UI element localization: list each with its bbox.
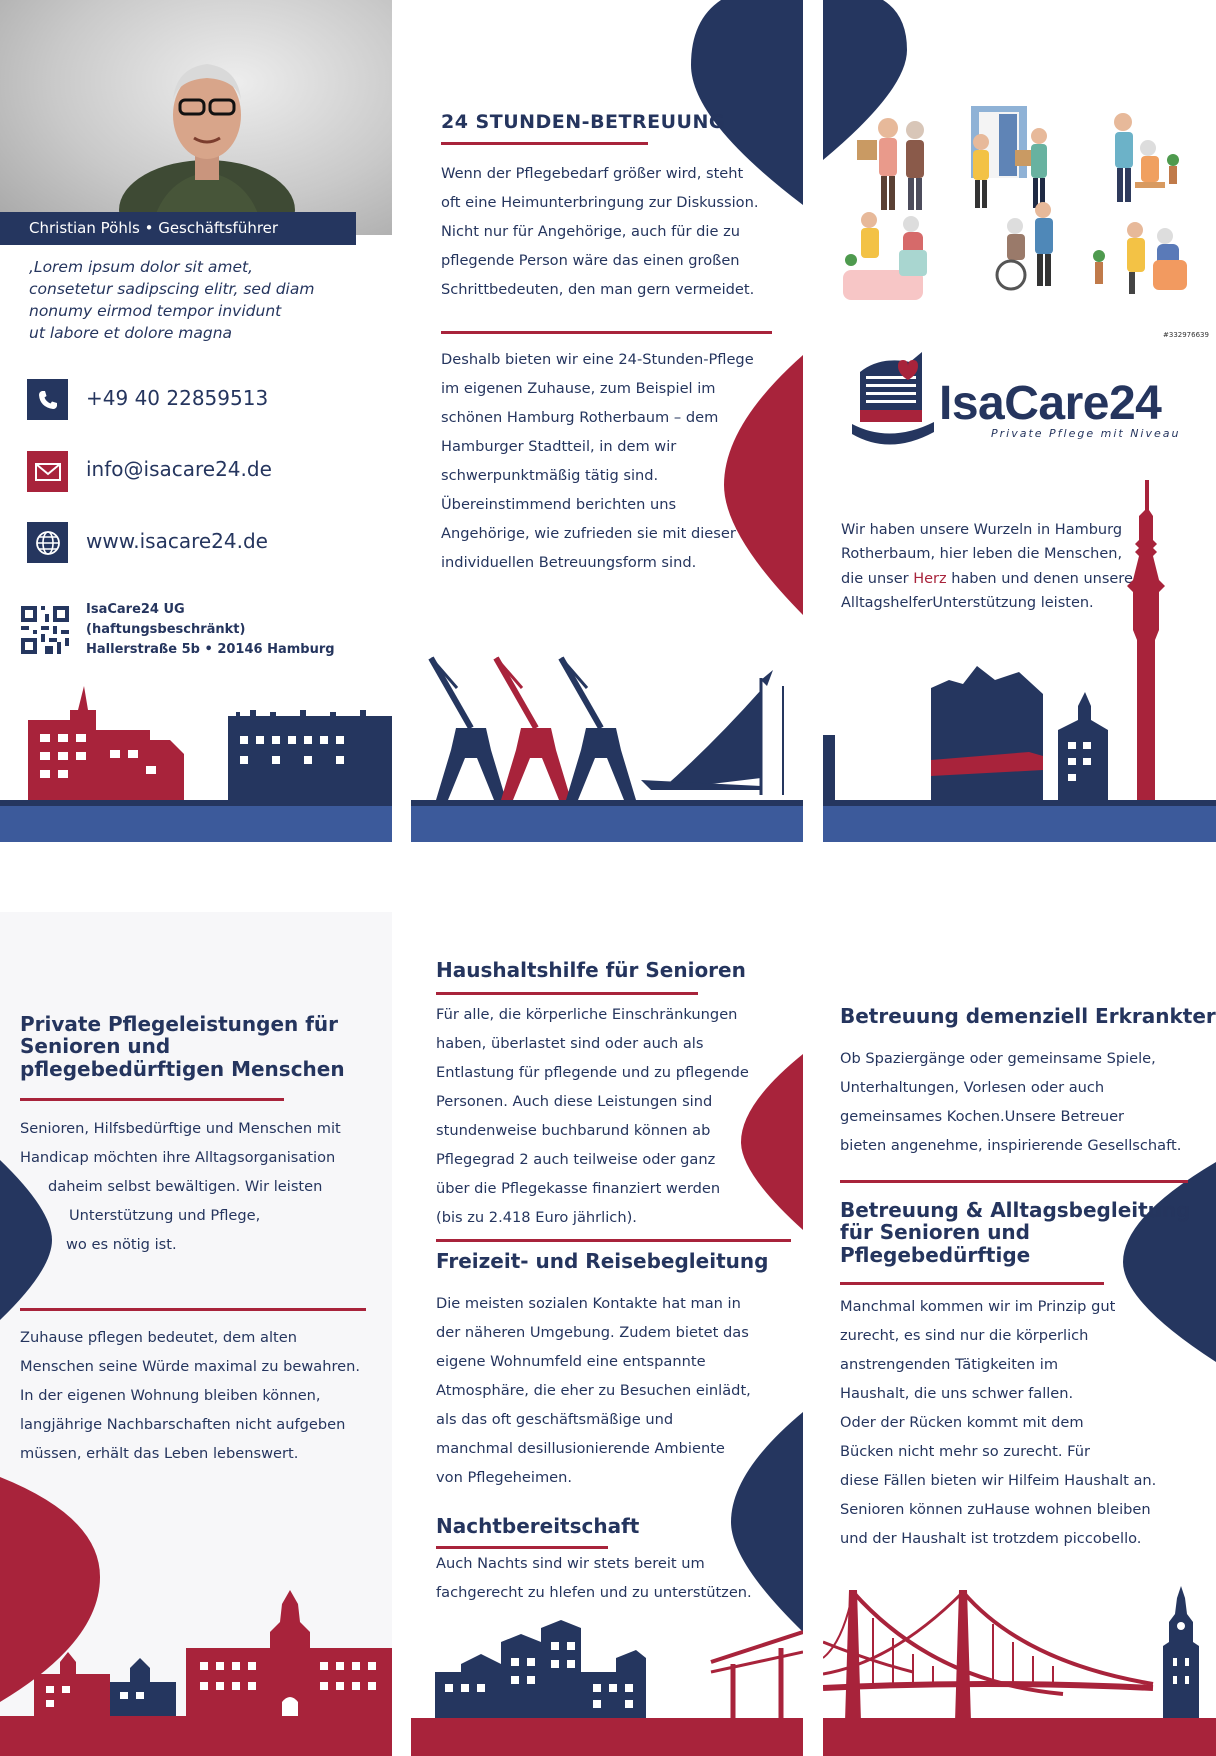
stock-id: #332976639 [1163,331,1209,339]
highlight-heart: Herz [913,570,947,587]
section-title-night: Nachtbereitschaft [436,1514,640,1538]
paragraph-everyday: Manchmal kommen wir im Prinzip gut zurecht, es sind nur die körperlich anstrengenden Tätigkeiten im Haushalt, die uns schwer fallen. Oder der Rücken kommt mit dem Bücken nicht mehr so zurecht. Für diese Fällen bieten wir Hilfeim Haushalt an. Senioren können zuHause wohnen bleiben und der Haushalt ist trotzdem piccobello. [840,1298,1157,1547]
title-underline [840,1282,1104,1285]
panel-contact [0,0,392,842]
panel-household-help [411,912,803,1756]
divider [441,331,772,334]
skyline-illustration [823,480,1216,842]
caregivers-illustration [843,100,1193,330]
title-underline [436,992,698,995]
paragraph-leisure: Die meisten sozialen Kontakte hat man in der näheren Umgebung. Zudem bietet das eigene Wohnumfeld eine entspannte Atmosphäre, die eher zu Besuchen einlädt, als das oft geschäftsmäßige und manchmal desillusionierende Ambiente von Pflegeheimen. [436,1295,751,1486]
paragraph-night: Auch Nachts sind wir stets bereit um fachgerecht zu hlefen und zu unterstützen. [436,1555,752,1601]
name-bar: Christian Pöhls • Geschäftsführer [0,212,356,245]
logo-wordmark: IsaCare24 [939,377,1162,430]
roots-paragraph: Wir haben unsere Wurzeln in Hamburg Rotherbaum, hier leben die Menschen, die unser Herz haben und denen unsere AlltagshelferUnterstützung leisten. [841,522,1133,612]
paragraph-private-care: Senioren, Hilfsbedürftige und Menschen mit Handicap möchten ihre Alltagsorganisation daheim selbst bewältigen. Wir leisten Unterstützung und Pflege, wo es nötig ist. [20,1120,341,1253]
harbor-cranes-illustration [411,650,803,842]
email-link[interactable]: info@isacare24.de [86,457,272,481]
paragraph-dignity: Zuhause pflegen bedeutet, dem alten Menschen seine Würde maximal zu bewahren. In der eigenen Wohnung bleiben können, langjährige Nachbarschaften nicht aufgeben müssen, erhält das Leben lebenswert. [20,1329,361,1462]
skyline-illustration [411,1592,803,1756]
quote-text: ‚Lorem ipsum dolor sit amet, consetetur sadipscing elitr, sed diam nonumy eirmod tempor invidunt ut labore et dolore magna [29,258,315,342]
portrait-photo [0,0,392,235]
phone-number[interactable]: +49 40 22859513 [86,386,269,410]
skyline-illustration [0,1562,392,1756]
qr-code-icon [21,606,69,654]
envelope-icon [27,451,68,492]
paragraph-household: Für alle, die körperliche Einschränkungen haben, überlastet sind oder auch als Entlastung für pflegende und zu pflegende Personen. Auch diese Leistungen sind stundenweise buchbarund können ab Pflegegrad 2 auch teilweise oder ganz über die Pflegekasse finanziert werden (bis zu 2.418 Euro jährlich). [436,1006,749,1226]
paragraph-24h-intro: Wenn der Pflegebedarf größer wird, steht oft eine Heimunterbringung zur Diskussion. Nicht nur für Angehörige, auch für die zu pflegende Person wäre das einen großen Schrittbedeuten, den man gern vermeidet. [441,165,759,298]
section-title-leisure: Freizeit- und Reisebegleitung [436,1249,769,1273]
skyline-illustration [0,680,392,842]
section-title-private-care: Private Pflegeleistungen für Senioren und pflegebedürftigen Menschen [20,1012,345,1081]
bridge-skyline-illustration [823,1562,1216,1756]
company-address: IsaCare24 UG (haftungsbeschränkt) Hallerstraße 5b • 20146 Hamburg [86,602,335,657]
paragraph-24h-details: Deshalb bieten wir eine 24-Stunden-Pflege im eigenen Zuhause, zum Beispiel im schönen Hamburg Rotherbaum – dem Hamburger Stadtteil, in dem wir schwerpunktmäßig tätig sind. Übereinstimmend berichten uns Angehörige, wie zufrieden sie mit dieser individuellen Betreuungsform sind. [441,351,754,571]
panel-brand [823,0,1216,842]
panel-24h-care [411,0,803,842]
isacare-logo-icon [850,352,936,452]
phone-icon [27,379,68,420]
globe-icon [27,522,68,563]
divider [20,1308,366,1311]
divider [840,1180,1188,1183]
website-link[interactable]: www.isacare24.de [86,529,268,553]
panel-dementia-care [823,912,1216,1756]
paragraph-dementia: Ob Spaziergänge oder gemeinsame Spiele, Unterhaltungen, Vorlesen oder auch gemeinsames Kochen.Unsere Betreuer bieten angenehme, inspirierende Gesellschaft. [840,1050,1182,1154]
section-title-24h: 24 STUNDEN-BETREUUNG [441,111,725,133]
logo-tagline: Private Pflege mit Niveau [991,427,1181,440]
title-underline [441,142,648,145]
title-underline [20,1098,284,1101]
section-title-everyday: Betreuung & Alltagsbegleitung für Senioren und Pflegebedürftige [840,1198,1191,1267]
section-title-household: Haushaltshilfe für Senioren [436,958,746,982]
section-title-dementia: Betreuung demenziell Erkrankter [840,1004,1216,1028]
divider [436,1239,791,1242]
panel-private-care [0,912,392,1756]
